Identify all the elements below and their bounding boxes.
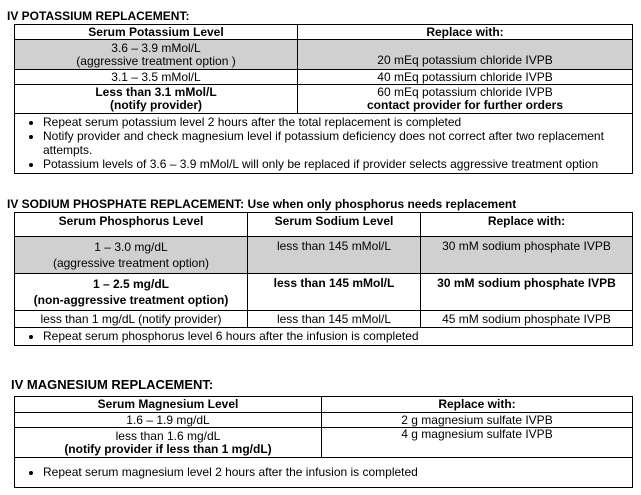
phosphorus-cell: less than 1 mg/dL (notify provider) — [15, 311, 248, 328]
level-note: (notify provider) — [110, 98, 202, 112]
replace-cell: 40 mEq potassium chloride IVPB — [298, 70, 633, 85]
list-item: • Notify provider and check magnesium level if potassium deficiency does not correct after two replacement attempts. — [43, 129, 628, 157]
sodium-cell: less than 145 mMol/L — [248, 311, 421, 328]
replace-cell: 45 mM sodium phosphate IVPB — [421, 311, 633, 328]
notes-list — [19, 465, 628, 479]
column-header: Replace with: — [322, 397, 633, 413]
level-cell — [15, 40, 298, 70]
phosphorus-cell — [15, 274, 248, 311]
table-header-row — [15, 213, 633, 237]
notes-list — [19, 329, 628, 343]
notes-row — [15, 114, 633, 174]
column-header: Serum Sodium Level — [248, 213, 421, 237]
table-row — [15, 85, 633, 114]
level-cell — [15, 428, 322, 458]
phosphorus-note: (non-aggressive treatment option) — [33, 292, 229, 307]
sodium-cell: less than 145 mMol/L — [248, 274, 421, 311]
magnesium-title: IV MAGNESIUM REPLACEMENT: — [11, 377, 214, 392]
level-note: (notify provider if less than 1 mg/dL) — [64, 441, 272, 456]
level-note: (aggressive treatment option ) — [76, 53, 236, 68]
replace-cell: 30 mM sodium phosphate IVPB — [421, 274, 633, 311]
table-row — [15, 428, 633, 458]
table-header-row — [15, 397, 633, 413]
sodium-phosphate-table — [14, 212, 633, 346]
level-cell: 1.6 – 1.9 mg/dL — [15, 413, 322, 428]
table-row — [15, 70, 633, 85]
list-item: • Repeat serum magnesium level 2 hours after the infusion is completed — [43, 465, 628, 479]
table-row — [15, 40, 633, 70]
replace-cell: 20 mEq potassium chloride IVPB — [298, 40, 633, 70]
notes-row — [15, 328, 633, 346]
sodium-phosphate-title: IV SODIUM PHOSPHATE REPLACEMENT: Use when only phosphorus needs replacement — [7, 197, 517, 211]
phosphorus-text: 1 – 2.5 mg/dL — [92, 276, 170, 291]
sodium-cell: less than 145 mMol/L — [248, 237, 421, 274]
magnesium-table — [14, 396, 633, 488]
column-header: Serum Magnesium Level — [15, 397, 322, 413]
table-header-row — [15, 25, 633, 40]
table-row — [15, 237, 633, 274]
notes-list — [19, 115, 628, 171]
level-text: Less than 3.1 mMol/L — [95, 85, 217, 99]
level-cell: 3.1 – 3.5 mMol/L — [15, 70, 298, 85]
phosphorus-text: 1 – 3.0 mg/dL — [94, 239, 168, 254]
level-text: 3.6 – 3.9 mMol/L — [111, 40, 201, 55]
potassium-table — [14, 24, 633, 174]
level-text: less than 1.6 mg/dL — [115, 428, 221, 443]
phosphorus-cell — [15, 237, 248, 274]
table-row — [15, 274, 633, 311]
replace-cell: 30 mM sodium phosphate IVPB — [421, 237, 633, 274]
column-header: Replace with: — [298, 25, 633, 40]
column-header: Serum Phosphorus Level — [15, 213, 248, 237]
column-header: Replace with: — [421, 213, 633, 237]
replace-note: contact provider for further orders — [366, 98, 564, 112]
column-header: Serum Potassium Level — [15, 25, 298, 40]
table-row — [15, 413, 633, 428]
notes-cell — [15, 328, 633, 346]
notes-cell — [15, 458, 633, 488]
notes-row — [15, 458, 633, 488]
list-item: • Repeat serum phosphorus level 6 hours after the infusion is completed — [43, 329, 628, 343]
list-item: • Repeat serum potassium level 2 hours after the total replacement is completed — [43, 115, 628, 129]
potassium-title: IV POTASSIUM REPLACEMENT: — [7, 9, 190, 23]
replace-cell: 2 g magnesium sulfate IVPB — [322, 413, 633, 428]
phosphorus-note: (aggressive treatment option) — [52, 255, 210, 270]
replace-cell: 4 g magnesium sulfate IVPB — [322, 428, 633, 458]
replace-cell — [298, 85, 633, 114]
notes-cell — [15, 114, 633, 174]
replace-text: 60 mEq potassium chloride IVPB — [377, 85, 553, 99]
list-item: • Potassium levels of 3.6 – 3.9 mMol/L will only be replaced if provider selects aggressive treatment option — [43, 157, 628, 171]
table-row — [15, 311, 633, 328]
level-cell — [15, 85, 298, 114]
